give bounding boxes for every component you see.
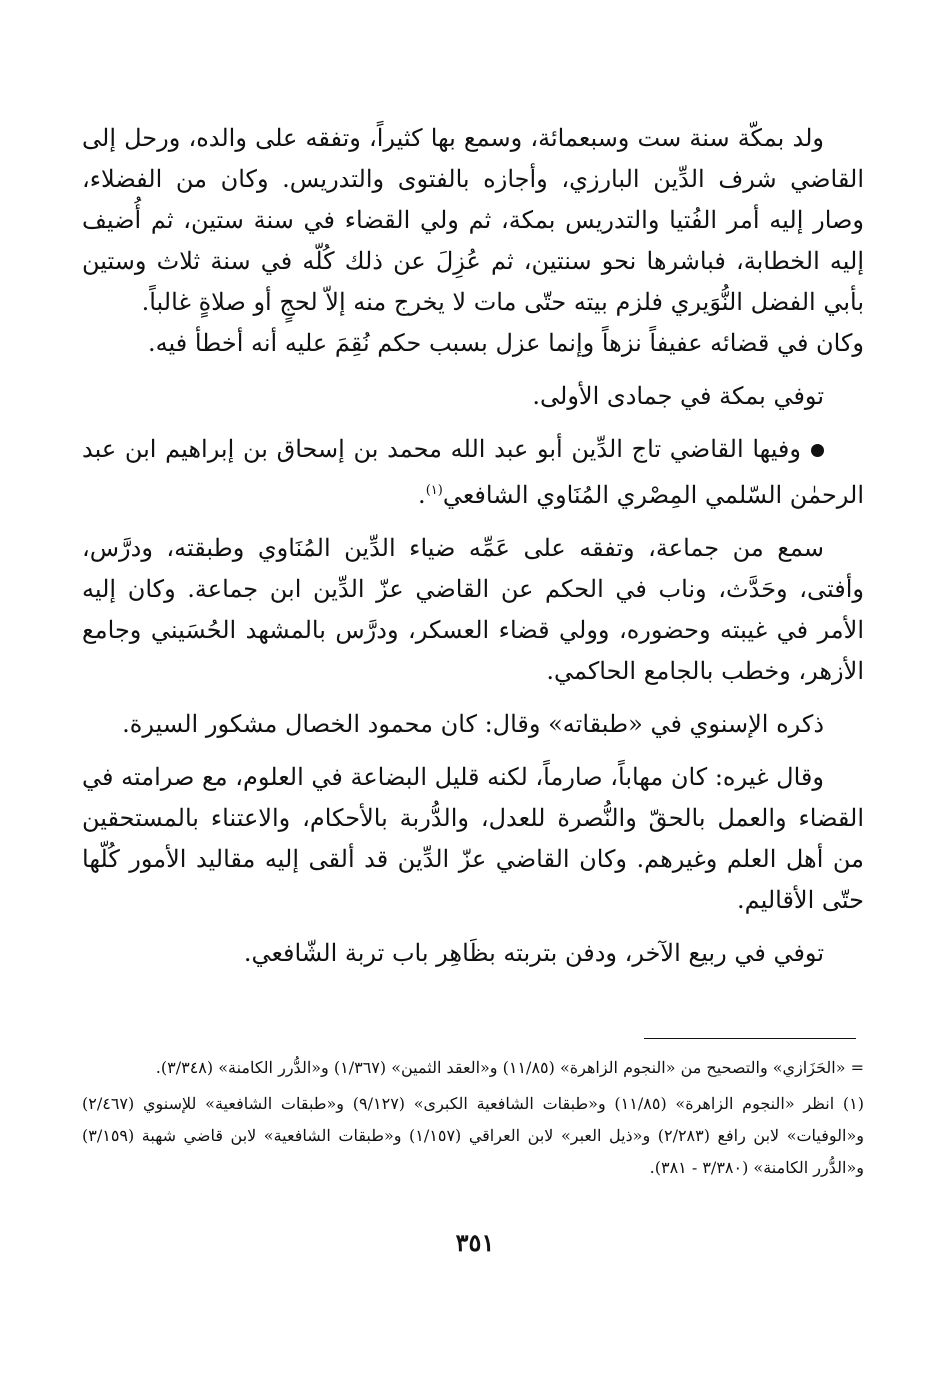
- paragraph-judgeship: وكان في قضائه عفيفاً نزهاً وإنما عزل بسبب حكم نُقِمَ عليه أنه أخطأ فيه.: [148, 329, 864, 357]
- footnote-separator: [644, 1038, 856, 1039]
- main-text: [82, 118, 864, 974]
- entry-heading-end: .: [418, 481, 426, 509]
- paragraph-studies: سمع من جماعة، وتفقه على عَمِّه ضياء الدِّين المُنَاوي وطبقته، ودرَّس، وأفتى، وحَدَّث، وناب في الحكم عن القاضي عزّ الدِّين ابن جماعة. وكان إليه الأمر في غيبته وحضوره، وولي قضاء العسكر، ودرَّس بالمشهد الحُسَيني وجامع الأزهر، وخطب بالجامع الحاكمي.: [82, 534, 864, 685]
- paragraph-death-1: توفي بمكة في جمادى الأولى.: [532, 382, 824, 410]
- paragraph-entry-heading: [82, 429, 864, 516]
- footnote-1: (١) انظر «النجوم الزاهرة» (١١/٨٥) و«طبقات الشافعية الكبرى» (٩/١٢٧) و«طبقات الشافعية» للإسنوي (٢/٤٦٧) و«الوفيات» لابن رافع (٢/٢٨٣) و«ذيل العبر» لابن العراقي (١/١٥٧) و«طبقات الشافعية» لابن قاضي شهبة (٣/١٥٩) و«الدُّرر الكامنة» (٣/٣٨٠ - ٣٨١).: [82, 1094, 865, 1177]
- page-number: ٣٥١: [455, 1228, 495, 1257]
- bullet-icon: [811, 444, 824, 457]
- footnote-marker[interactable]: (١): [425, 483, 443, 498]
- paragraph-death-2: توفي في ربيع الآخر، ودفن بتربته بظَاهِر باب تربة الشّافعي.: [243, 939, 824, 967]
- paragraph-isnawi: ذكره الإسنوي في «طبقاته» وقال: كان محمود الخصال مشكور السيرة.: [122, 710, 824, 738]
- paragraph-others: وقال غيره: كان مهاباً، صارماً، لكنه قليل البضاعة في العلوم، مع صرامته في القضاء والعمل بالحقّ والنُّصرة للعدل، والدُّربة بالأحكام، والاعتناء بالمستحقين من أهل العلم وغيرهم. وكان القاضي عزّ الدِّين قد ألقى إليه مقاليد الأمور كُلّها حتّى الأقاليم.: [82, 763, 864, 914]
- paragraph-biography: ولد بمكّة سنة ست وسبعمائة، وسمع بها كثيراً، وتفقه على والده، ورحل إلى القاضي شرف الدِّين البارزي، وأجازه بالفتوى والتدريس. وكان من الفضلاء، وصار إليه أمر الفُتيا والتدريس بمكة، ثم ولي القضاء في سنة ستين، ثم أُضيف إليه الخطابة، فباشرها نحو سنتين، ثم عُزِلَ عن ذلك كُلّه في سنة ثلاث وستين بأبي الفضل النُّوَيري فلزم بيته حتّى مات لا يخرج منه إلاّ لحجٍ أو صلاةٍ غالباً.: [82, 124, 864, 316]
- footnotes: [82, 1052, 864, 1188]
- footnote-continued: = «الحَزَازي» والتصحيح من «النجوم الزاهرة» (١١/٨٥) و«العقد الثمين» (١/٣٦٧) و«الدُّرر الكامنة» (٣/٣٤٨).: [155, 1058, 864, 1077]
- entry-heading-text: وفيها القاضي تاج الدِّين أبو عبد الله محمد بن إسحاق بن إبراهيم ابن عبد الرحمٰن السّلمي المِصْري المُنَاوي الشافعي: [82, 435, 864, 509]
